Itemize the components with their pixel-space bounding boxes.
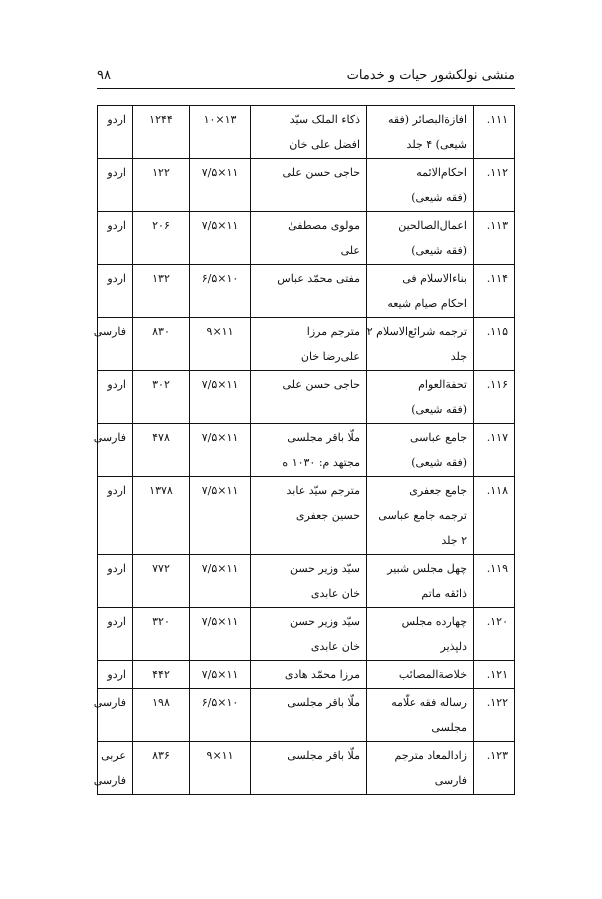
book-size: ۱۱×۷/۵ xyxy=(201,668,239,681)
book-title-line: جلد xyxy=(450,350,467,363)
book-author-line: حسین جعفری xyxy=(295,509,360,522)
book-language-line: اردو xyxy=(107,484,126,497)
book-language-line: اردو xyxy=(107,113,126,126)
book-language-line: فارسی xyxy=(93,774,126,787)
book-author-line: ملّا باقر مجلسی xyxy=(287,696,360,709)
book-size: ۱۰×۶/۵ xyxy=(201,696,239,709)
book-pages-cell xyxy=(133,371,190,424)
book-pages: ۸۳۰ xyxy=(152,325,170,338)
book-author-line: خان عابدی xyxy=(310,640,360,653)
table-row xyxy=(98,477,515,555)
book-size: ۱۱×۷/۵ xyxy=(201,615,239,628)
table-row xyxy=(98,265,515,318)
book-pages: ۳۲۰ xyxy=(152,615,170,628)
book-author-line: مولوی مصطفیٰ xyxy=(288,219,360,232)
book-language-line: اردو xyxy=(107,219,126,232)
book-title-cell xyxy=(367,742,474,795)
book-size-cell xyxy=(190,371,251,424)
book-size-cell xyxy=(190,689,251,742)
book-author-cell xyxy=(251,742,367,795)
book-size-cell xyxy=(190,661,251,689)
book-pages: ۱۲۲ xyxy=(152,166,170,179)
book-author-line: سیّد وزیر حسن xyxy=(289,562,360,575)
item-number: ۱۱۲. xyxy=(486,166,508,179)
book-author-line: حاجی حسن علی xyxy=(282,166,360,179)
book-language-cell xyxy=(98,608,133,661)
book-language-line: فارسی xyxy=(93,696,126,709)
book-title-line: شیعی) ۴ جلد xyxy=(406,138,467,151)
book-title-cell xyxy=(367,477,474,555)
book-pages-cell xyxy=(133,424,190,477)
book-size-cell xyxy=(190,106,251,159)
book-author-cell xyxy=(251,661,367,689)
book-author-cell xyxy=(251,159,367,212)
book-language-cell xyxy=(93,318,133,371)
book-title-cell xyxy=(367,265,474,318)
book-table-body xyxy=(93,106,515,795)
book-language-line: فارسی xyxy=(93,431,126,444)
book-title-cell xyxy=(367,318,474,371)
item-number-cell xyxy=(474,608,515,661)
book-title-line: چهارده مجلس xyxy=(401,615,467,628)
book-pages: ۳۰۲ xyxy=(152,378,170,391)
book-language-line: عربی xyxy=(101,749,126,762)
item-number: ۱۲۱. xyxy=(486,668,508,681)
book-author-cell xyxy=(251,555,367,608)
book-size: ۱۱×۷/۵ xyxy=(201,484,239,497)
table-row xyxy=(98,742,515,795)
book-author-cell xyxy=(251,212,367,265)
book-pages-cell xyxy=(133,555,190,608)
table-row xyxy=(98,608,515,661)
book-title-line: دلپذیر xyxy=(440,640,467,653)
book-size-cell xyxy=(190,212,251,265)
item-number: ۱۱۷. xyxy=(486,431,508,444)
item-number-cell xyxy=(474,318,515,371)
book-title-line: احکام‌الائمه xyxy=(416,166,467,179)
book-title-line: (فقه شیعی) xyxy=(411,191,467,204)
book-title-line: زادالمعاد مترجم xyxy=(394,749,467,762)
book-author-cell xyxy=(251,477,367,555)
book-author-cell xyxy=(251,318,367,371)
table-row xyxy=(98,424,515,477)
book-title-line: تحفةالعوام xyxy=(418,378,467,391)
book-size: ۱۱×۷/۵ xyxy=(201,378,239,391)
book-title-line: (فقه شیعی) xyxy=(411,403,467,416)
book-language-cell xyxy=(93,424,133,477)
book-author-line: ملّا باقر مجلسی xyxy=(287,431,360,444)
book-language-line: فارسی xyxy=(93,325,126,338)
book-language-cell xyxy=(98,212,133,265)
book-title-cell xyxy=(367,689,474,742)
book-size: ۱۱×۹ xyxy=(206,749,234,762)
book-title-cell xyxy=(367,371,474,424)
book-author-line: علی‌رضا خان xyxy=(300,350,360,363)
book-author-line: سیّد وزیر حسن xyxy=(289,615,360,628)
book-author-line: مجتهد م: ۱۰۳۰ ه xyxy=(282,456,360,469)
book-author-cell xyxy=(251,106,367,159)
book-size-cell xyxy=(190,265,251,318)
book-pages-cell xyxy=(133,477,190,555)
table-row xyxy=(98,555,515,608)
table-row xyxy=(98,106,515,159)
book-title-line: ترجمه شرائع‌الاسلام ۲ xyxy=(366,325,467,338)
book-author-line: ملّا باقر مجلسی xyxy=(287,749,360,762)
book-title-line: ۲ جلد xyxy=(441,534,467,547)
book-language-line: اردو xyxy=(107,166,126,179)
book-size-cell xyxy=(190,318,251,371)
item-number: ۱۲۰. xyxy=(486,615,508,628)
table-row xyxy=(98,689,515,742)
book-title-cell xyxy=(367,661,474,689)
item-number-cell xyxy=(474,265,515,318)
page-header xyxy=(97,68,515,88)
book-size: ۱۱×۷/۵ xyxy=(201,166,239,179)
book-language-cell xyxy=(98,265,133,318)
book-title-line: خلاصةالمصائب xyxy=(398,668,467,681)
book-size-cell xyxy=(190,555,251,608)
book-language-line: اردو xyxy=(107,378,126,391)
book-language-line: اردو xyxy=(107,668,126,681)
book-author-line: افضل علی خان xyxy=(289,138,360,151)
book-size-cell xyxy=(190,424,251,477)
book-title-line: جامع عباسی xyxy=(409,431,467,444)
book-size-cell xyxy=(190,608,251,661)
book-language-cell xyxy=(93,742,133,795)
book-author-line: خان عابدی xyxy=(310,587,360,600)
item-number-cell xyxy=(474,477,515,555)
book-title-line: ذائقه ماتم xyxy=(421,587,467,600)
book-language-cell xyxy=(93,689,133,742)
item-number-cell xyxy=(474,424,515,477)
book-size: ۱۰×۶/۵ xyxy=(201,272,239,285)
book-author-cell xyxy=(251,689,367,742)
book-size: ۱۱×۷/۵ xyxy=(201,562,239,575)
book-table xyxy=(93,105,515,795)
item-number: ۱۱۶. xyxy=(486,378,508,391)
table-row xyxy=(98,318,515,371)
book-pages-cell xyxy=(133,742,190,795)
book-title-cell xyxy=(367,608,474,661)
book-title-line: چهل مجلس شبیر xyxy=(387,562,467,575)
item-number: ۱۱۹. xyxy=(486,562,508,575)
book-title-line: اعمال‌الصالحین xyxy=(398,219,467,232)
item-number-cell xyxy=(474,106,515,159)
item-number-cell xyxy=(474,159,515,212)
book-size-cell xyxy=(190,477,251,555)
book-language-cell xyxy=(98,661,133,689)
item-number-cell xyxy=(474,555,515,608)
book-language-cell xyxy=(98,477,133,555)
book-author-cell xyxy=(251,265,367,318)
book-pages: ۲۰۶ xyxy=(152,219,170,232)
item-number-cell xyxy=(474,371,515,424)
book-title-line: فارسی xyxy=(434,774,467,787)
book-title-cell xyxy=(367,212,474,265)
book-language-line: اردو xyxy=(107,562,126,575)
item-number: ۱۱۴. xyxy=(486,272,508,285)
book-pages-cell xyxy=(133,212,190,265)
table-row xyxy=(98,159,515,212)
book-pages: ۴۴۲ xyxy=(152,668,170,681)
book-size: ۱۱×۷/۵ xyxy=(201,431,239,444)
book-author-line: مترجم سیّد عابد xyxy=(286,484,360,497)
book-title-line: جامع جعفری xyxy=(409,484,467,497)
item-number-cell xyxy=(474,661,515,689)
book-language-cell xyxy=(98,555,133,608)
item-number: ۱۲۳. xyxy=(486,749,508,762)
book-pages-cell xyxy=(133,318,190,371)
book-size-cell xyxy=(190,159,251,212)
book-author-line: مرزا محمّد هادی xyxy=(284,668,360,681)
book-pages-cell xyxy=(133,159,190,212)
book-language-line: اردو xyxy=(107,615,126,628)
book-pages-cell xyxy=(133,608,190,661)
item-number-cell xyxy=(474,212,515,265)
table-row xyxy=(98,371,515,424)
book-pages-cell xyxy=(133,661,190,689)
book-author-cell xyxy=(251,424,367,477)
book-pages: ۱۳۷۸ xyxy=(149,484,173,497)
item-number: ۱۱۵. xyxy=(486,325,508,338)
book-pages-cell xyxy=(133,265,190,318)
book-size: ۱۳×۱۰ xyxy=(203,113,237,126)
item-number: ۱۱۳. xyxy=(486,219,508,232)
page-number: ۹۸ xyxy=(97,68,111,83)
book-author-line: حاجی حسن علی xyxy=(282,378,360,391)
book-pages: ۱۹۸ xyxy=(152,696,170,709)
book-title-line: مجلسی xyxy=(431,721,467,734)
table-row xyxy=(98,661,515,689)
book-language-cell xyxy=(98,159,133,212)
item-number: ۱۱۸. xyxy=(486,484,508,497)
item-number: ۱۱۱. xyxy=(486,113,508,126)
book-pages-cell xyxy=(133,689,190,742)
item-number-cell xyxy=(474,742,515,795)
book-size: ۱۱×۷/۵ xyxy=(201,219,239,232)
book-author-line: علی xyxy=(340,244,360,257)
book-author-line: مترجم مرزا xyxy=(306,325,360,338)
header-rule xyxy=(97,88,515,89)
book-language-cell xyxy=(98,371,133,424)
book-title-line: (فقه شیعی) xyxy=(411,244,467,257)
book-author-cell xyxy=(251,371,367,424)
running-title: منشی نولکشور حیات و خدمات xyxy=(346,68,515,83)
book-size: ۱۱×۹ xyxy=(206,325,234,338)
book-title-line: بناءالاسلام فی xyxy=(402,272,467,285)
book-title-cell xyxy=(367,159,474,212)
book-title-line: افازةالبصائر (فقه xyxy=(388,113,467,126)
book-title-line: (فقه شیعی) xyxy=(411,456,467,469)
book-title-cell xyxy=(367,424,474,477)
book-author-line: ذکاء الملک سیّد xyxy=(289,113,360,126)
book-pages: ۷۷۲ xyxy=(152,562,170,575)
book-size-cell xyxy=(190,742,251,795)
book-author-cell xyxy=(251,608,367,661)
book-pages: ۴۷۸ xyxy=(152,431,170,444)
book-pages-cell xyxy=(133,106,190,159)
book-title-cell xyxy=(367,106,474,159)
book-title-line: ترجمه جامع عباسی xyxy=(378,509,467,522)
book-title-cell xyxy=(367,555,474,608)
book-language-cell xyxy=(98,106,133,159)
book-title-line: رساله فقه علّامه xyxy=(391,696,467,709)
item-number-cell xyxy=(474,689,515,742)
table-row xyxy=(98,212,515,265)
book-pages: ۱۳۲ xyxy=(152,272,170,285)
book-language-line: اردو xyxy=(107,272,126,285)
book-pages: ۸۳۶ xyxy=(152,749,170,762)
book-author-line: مفتی محمّد عباس xyxy=(277,272,360,285)
book-title-line: احکام صیام شیعه xyxy=(387,297,467,310)
book-pages: ۱۲۴۴ xyxy=(149,113,173,126)
item-number: ۱۲۲. xyxy=(486,696,508,709)
